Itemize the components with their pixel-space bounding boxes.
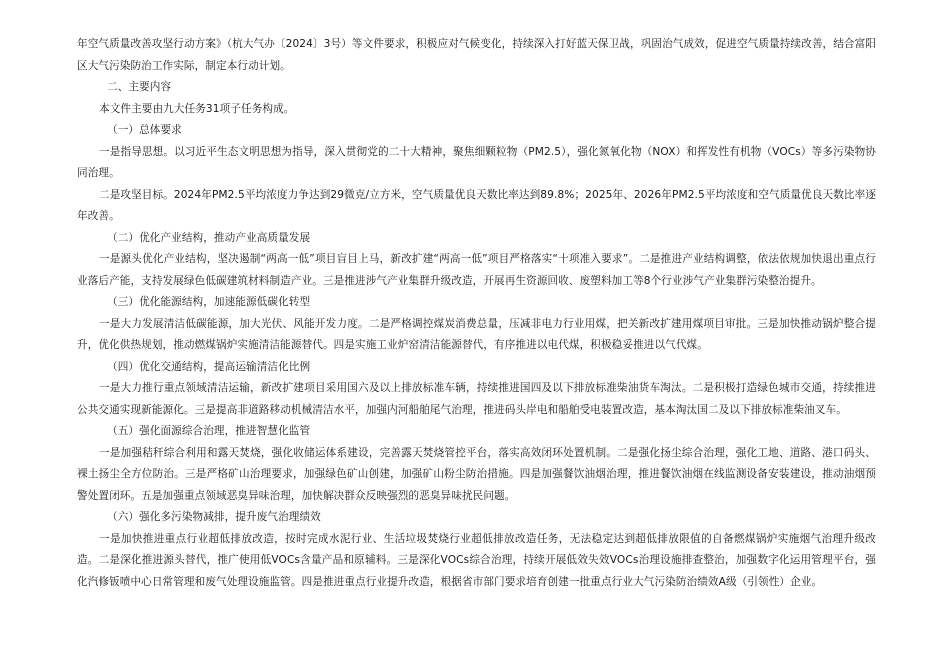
- section-heading: （三）优化能源结构，加速能源低碳化转型: [107, 296, 311, 308]
- section-heading: （五）强化面源综合治理，推进智慧化监管: [107, 425, 311, 437]
- paragraph: 一是大力发展清洁低碳能源，加大光伏、风能开发力度。二是严格调控煤炭消费总量，压减非电力行业用煤，把关新改扩建用煤项目审批。三是加快推动锅炉整合提升，优化供热规划，推动燃煤锅炉实施清洁能源替代。四是实施工业炉窑清洁能源替代，有序推进以电代煤，积极稳妥推进以气代煤。: [77, 317, 876, 351]
- section-heading: （六）强化多污染物减排，提升废气治理绩效: [107, 511, 321, 523]
- paragraph: 本文件主要由九大任务31项子任务构成。: [99, 102, 295, 115]
- section-heading: （四）优化交通结构，提高运输清洁化比例: [107, 360, 311, 373]
- paragraph: 二是攻坚目标。2024年PM2.5平均浓度力争达到29微克/立方米，空气质量优良天数比率达到89.8%；2025年、2026年PM2.5平均浓度和空气质量优良天数比率逐年改善。: [77, 188, 876, 222]
- paragraph: 一是指导思想。以习近平生态文明思想为指导，深入贯彻党的二十大精神，聚焦细颗粒物（PM2.5），强化氮氧化物（NOX）和挥发性有机物（VOCs）等多污染物协同治理。: [77, 145, 876, 179]
- section-heading: （二）优化产业结构，推动产业高质量发展: [107, 231, 311, 244]
- paragraph: 一是大力推行重点领域清洁运输，新改扩建项目采用国六及以上排放标准车辆，持续推进国四及以下排放标准柴油货车淘汰。二是积极打造绿色城市交通，持续推进公共交通实现新能源化。三是提高非道路移动机械清洁水平，加强内河船舶尾气治理，推进码头岸电和船舶受电装置改造，基本淘汰国二及以下排放标准柴油叉车。: [77, 382, 876, 416]
- paragraph: 年空气质量改善攻坚行动方案》（杭大气办〔2024〕3号）等文件要求，积极应对气候变化，持续深入打好蓝天保卫战，巩固治气成效，促进空气质量持续改善，结合富阳区大气污染防治工作实际，制定本行动计划。: [77, 38, 876, 72]
- section-heading: 二、主要内容: [107, 81, 172, 93]
- paragraph: 一是加强秸秆综合利用和露天焚烧，强化收储运体系建设，完善露天焚烧管控平台，落实高效闭环处置机制。二是强化扬尘综合治理，强化工地、道路、港口码头、裸土扬尘全方位防治。三是严格矿山治理要求，加强绿色矿山创建，加强矿山粉尘防治措施。四是加强餐饮油烟治理，推进餐饮油烟在线监测设备安装建设，推动油烟预警处置闭环。五是加强重点领域恶臭异味治理，加快解决群众反映强烈的恶臭异味扰民问题。: [77, 446, 876, 502]
- paragraph: 一是源头优化产业结构，坚决遏制“两高一低”项目盲目上马，新改扩建“两高一低”项目严格落实“十项准入要求”。二是推进产业结构调整，依法依规加快退出重点行业落后产能，支持发展绿色低碳建筑材料制造产业。三是推进涉气产业集群升级改造，开展再生资源回收、废塑料加工等8个行业涉气产业集群污染整治提升。: [77, 253, 876, 287]
- paragraph: 一是加快推进重点行业超低排放改造，按时完成水泥行业、生活垃圾焚烧行业超低排放改造任务，无法稳定达到超低排放限值的自备燃煤锅炉实施烟气治理升级改造。二是深化推进源头替代，推广使用低VOCs含量产品和原辅料。三是深化VOCs综合治理，持续开展低效失效VOCs治理设施排查整治，加强数字化运用管理平台，强化汽修钣喷中心日常管理和废气处理设施监管。四是推进重点行业提升改造，根据省市部门要求培育创建一批重点行业大气污染防治绩效A级（引领性）企业。: [77, 532, 876, 588]
- section-heading: （一）总体要求: [107, 124, 182, 136]
